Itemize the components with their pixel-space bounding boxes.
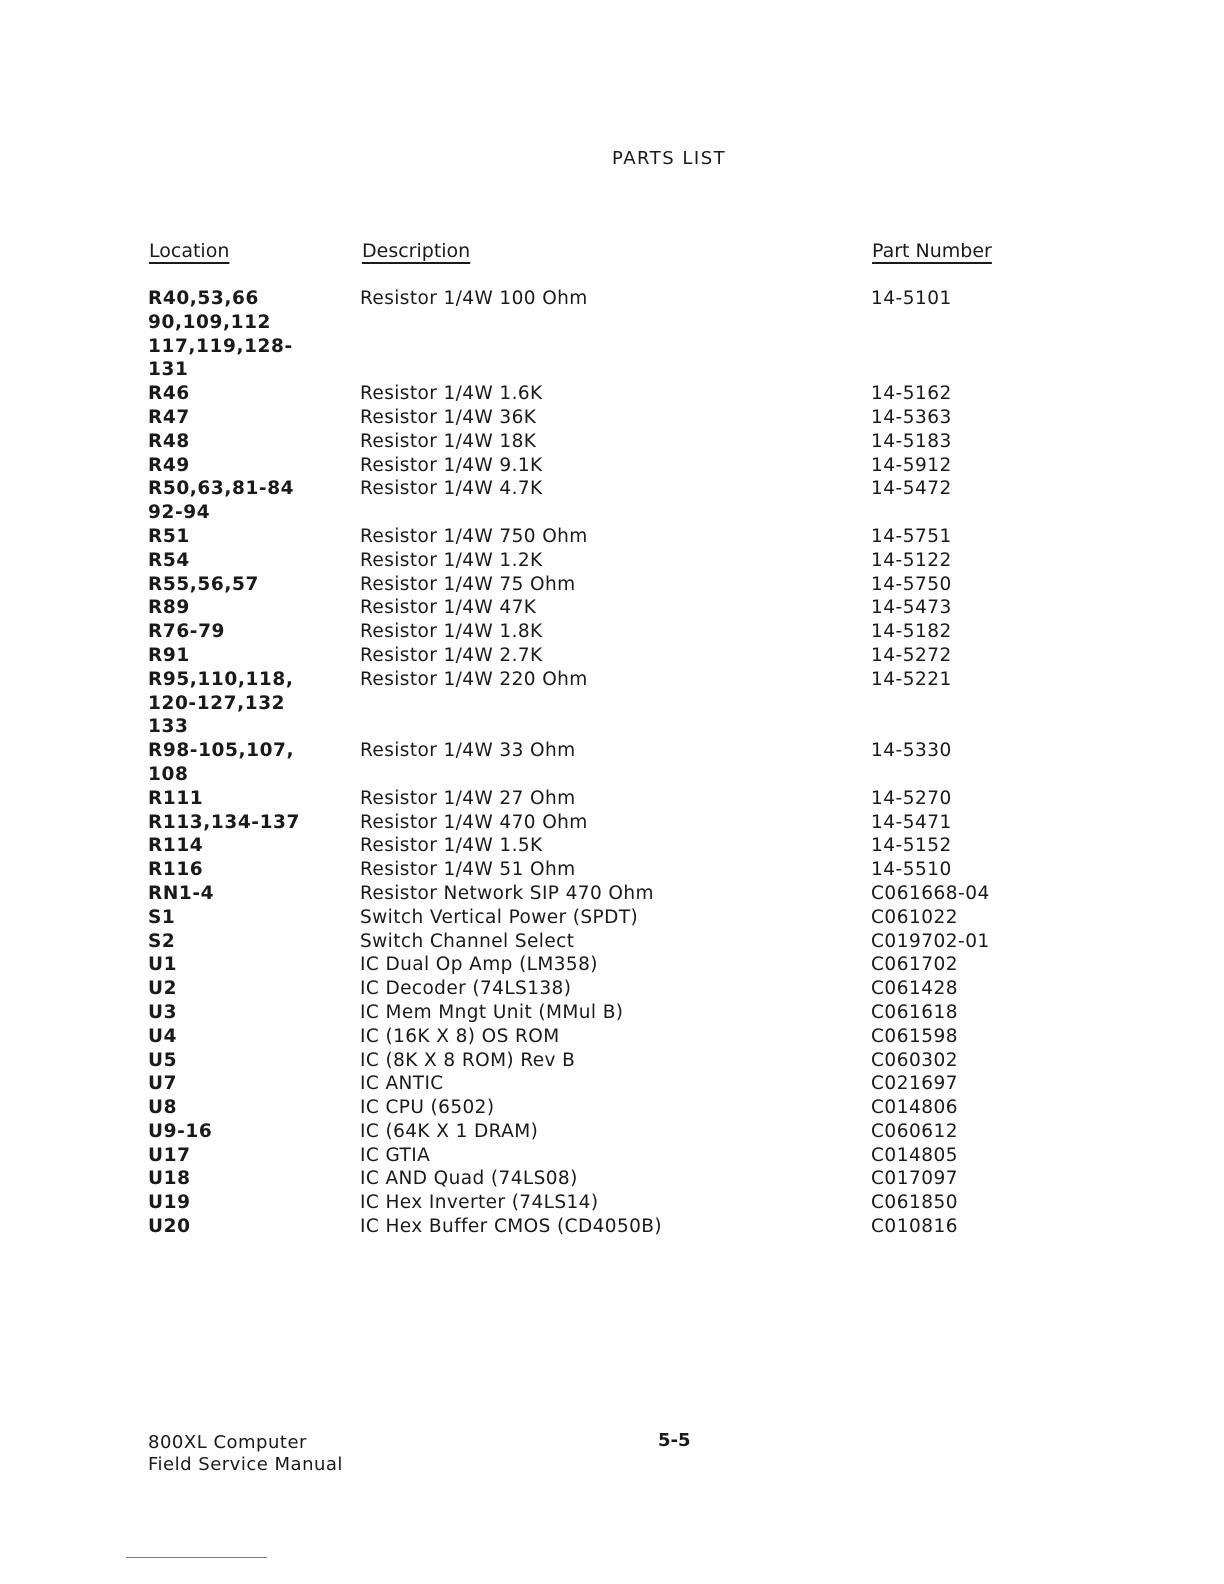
table-row xyxy=(0,287,1224,382)
part-number-cell: C014806 xyxy=(871,1097,959,1119)
location-line: U4 xyxy=(148,1025,178,1047)
part-number-cell: 14-5221 xyxy=(871,668,952,690)
table-row xyxy=(0,882,1224,906)
description-cell: Switch Vertical Power (SPDT) xyxy=(360,906,639,928)
location-line: U1 xyxy=(148,954,178,976)
part-number-cell: 14-5363 xyxy=(871,406,952,428)
part-number-cell: 14-5510 xyxy=(871,859,952,881)
description-cell: Resistor Network SIP 470 Ohm xyxy=(360,882,654,904)
part-number-cell: C021697 xyxy=(871,1073,959,1095)
location-line: U2 xyxy=(148,978,178,1000)
description-cell: Resistor 1/4W 220 Ohm xyxy=(360,668,588,690)
location-cell xyxy=(148,668,353,739)
location-line: U7 xyxy=(148,1073,178,1095)
part-number-cell: C061668-04 xyxy=(871,882,990,904)
location-line: 90,109,112 xyxy=(148,311,272,333)
location-cell xyxy=(148,620,353,644)
part-number-cell: 14-5182 xyxy=(871,621,952,643)
description-cell: Resistor 1/4W 1.2K xyxy=(360,549,543,571)
table-row xyxy=(0,930,1224,954)
column-header-description: Description xyxy=(362,240,471,262)
location-cell xyxy=(148,1144,353,1168)
description-cell: Resistor 1/4W 18K xyxy=(360,430,537,452)
location-cell xyxy=(148,811,353,835)
description-cell: Resistor 1/4W 36K xyxy=(360,406,537,428)
location-line: 133 xyxy=(148,716,189,738)
location-line: U17 xyxy=(148,1144,191,1166)
location-line: R113,134-137 xyxy=(148,811,301,833)
description-cell: Resistor 1/4W 1.5K xyxy=(360,835,543,857)
part-number-cell: 14-5750 xyxy=(871,573,952,595)
description-cell: Resistor 1/4W 2.7K xyxy=(360,644,543,666)
location-line: R54 xyxy=(148,549,190,571)
part-number-cell: C061850 xyxy=(871,1192,959,1214)
column-header-part-number: Part Number xyxy=(872,240,992,262)
part-number-cell: C019702-01 xyxy=(871,930,990,952)
part-number-cell: 14-5270 xyxy=(871,787,952,809)
location-line: R51 xyxy=(148,525,190,547)
description-cell: Resistor 1/4W 27 Ohm xyxy=(360,787,576,809)
footer-line-1: 800XL Computer xyxy=(148,1432,307,1453)
table-row xyxy=(0,1144,1224,1168)
table-header xyxy=(0,240,1224,270)
description-cell: Resistor 1/4W 51 Ohm xyxy=(360,859,576,881)
part-number-cell: C060612 xyxy=(871,1120,959,1142)
part-number-cell: C010816 xyxy=(871,1216,959,1238)
table-row xyxy=(0,1025,1224,1049)
location-cell xyxy=(148,1001,353,1025)
location-line: R50,63,81-84 xyxy=(148,478,295,500)
description-cell: IC AND Quad (74LS08) xyxy=(360,1168,578,1190)
location-line: U18 xyxy=(148,1168,191,1190)
part-number-cell: 14-5330 xyxy=(871,740,952,762)
table-row xyxy=(0,596,1224,620)
part-number-cell: 14-5162 xyxy=(871,383,952,405)
part-number-cell: 14-5912 xyxy=(871,454,952,476)
table-row xyxy=(0,1001,1224,1025)
location-line: U5 xyxy=(148,1049,178,1071)
part-number-cell: 14-5472 xyxy=(871,478,952,500)
parts-table xyxy=(0,287,1224,1239)
location-cell xyxy=(148,596,353,620)
table-row xyxy=(0,406,1224,430)
location-line: U3 xyxy=(148,1001,178,1023)
location-cell xyxy=(148,882,353,906)
location-line: R46 xyxy=(148,383,190,405)
part-number-cell: C060302 xyxy=(871,1049,959,1071)
location-cell xyxy=(148,525,353,549)
table-row xyxy=(0,1049,1224,1073)
footer-manual-title xyxy=(148,1432,343,1476)
location-cell xyxy=(148,906,353,930)
part-number-cell: 14-5183 xyxy=(871,430,952,452)
table-row xyxy=(0,953,1224,977)
location-line: S1 xyxy=(148,906,176,928)
bottom-rule xyxy=(126,1557,267,1558)
description-cell: IC (8K X 8 ROM) Rev B xyxy=(360,1049,576,1071)
location-line: 131 xyxy=(148,359,189,381)
location-line: R55,56,57 xyxy=(148,573,259,595)
location-line: 108 xyxy=(148,763,189,785)
location-cell xyxy=(148,834,353,858)
table-row xyxy=(0,858,1224,882)
table-row xyxy=(0,1191,1224,1215)
location-line: U19 xyxy=(148,1192,191,1214)
table-row xyxy=(0,477,1224,525)
part-number-cell: 14-5272 xyxy=(871,644,952,666)
location-cell xyxy=(148,930,353,954)
location-line: R49 xyxy=(148,454,190,476)
location-cell xyxy=(148,573,353,597)
table-row xyxy=(0,382,1224,406)
location-cell xyxy=(148,1120,353,1144)
location-cell xyxy=(148,1191,353,1215)
description-cell: Resistor 1/4W 1.8K xyxy=(360,621,543,643)
location-cell xyxy=(148,1167,353,1191)
location-line: U20 xyxy=(148,1216,191,1238)
table-row xyxy=(0,525,1224,549)
location-cell xyxy=(148,287,353,382)
table-row xyxy=(0,644,1224,668)
description-cell: IC (16K X 8) OS ROM xyxy=(360,1025,560,1047)
location-line: R40,53,66 xyxy=(148,288,259,309)
description-cell: Resistor 1/4W 100 Ohm xyxy=(360,288,588,309)
part-number-cell: C017097 xyxy=(871,1168,959,1190)
location-line: S2 xyxy=(148,930,176,952)
table-row xyxy=(0,787,1224,811)
table-row xyxy=(0,620,1224,644)
description-cell: IC Dual Op Amp (LM358) xyxy=(360,954,598,976)
table-row xyxy=(0,811,1224,835)
part-number-cell: 14-5101 xyxy=(871,288,952,309)
location-cell xyxy=(148,1096,353,1120)
location-cell xyxy=(148,430,353,454)
description-cell: Resistor 1/4W 75 Ohm xyxy=(360,573,576,595)
location-cell xyxy=(148,739,353,787)
description-cell: IC Decoder (74LS138) xyxy=(360,978,572,1000)
column-header-location: Location xyxy=(149,240,230,262)
location-line: 117,119,128- xyxy=(148,335,293,357)
part-number-cell: 14-5473 xyxy=(871,597,952,619)
description-cell: IC Hex Inverter (74LS14) xyxy=(360,1192,599,1214)
table-row xyxy=(0,1120,1224,1144)
table-row xyxy=(0,1215,1224,1239)
location-line: RN1-4 xyxy=(148,882,215,904)
location-cell xyxy=(148,1025,353,1049)
table-row xyxy=(0,573,1224,597)
location-line: R116 xyxy=(148,859,204,881)
part-number-cell: 14-5152 xyxy=(871,835,952,857)
page-title: PARTS LIST xyxy=(612,148,727,169)
location-cell xyxy=(148,477,353,525)
location-cell xyxy=(148,454,353,478)
table-row xyxy=(0,454,1224,478)
location-line: R98-105,107, xyxy=(148,740,295,762)
location-cell xyxy=(148,382,353,406)
part-number-cell: C061428 xyxy=(871,978,959,1000)
location-cell xyxy=(148,787,353,811)
location-line: R91 xyxy=(148,644,190,666)
part-number-cell: C014805 xyxy=(871,1144,959,1166)
location-line: R111 xyxy=(148,787,204,809)
description-cell: IC Mem Mngt Unit (MMul B) xyxy=(360,1001,624,1023)
location-line: R89 xyxy=(148,597,190,619)
table-row xyxy=(0,549,1224,573)
location-line: U9-16 xyxy=(148,1120,213,1142)
table-row xyxy=(0,906,1224,930)
location-cell xyxy=(148,953,353,977)
description-cell: Resistor 1/4W 1.6K xyxy=(360,383,543,405)
table-row xyxy=(0,834,1224,858)
footer-page-number: 5-5 xyxy=(658,1430,691,1451)
location-line: R95,110,118, xyxy=(148,668,294,690)
description-cell: Resistor 1/4W 9.1K xyxy=(360,454,543,476)
location-cell xyxy=(148,1215,353,1239)
description-cell: IC (64K X 1 DRAM) xyxy=(360,1120,539,1142)
table-row xyxy=(0,430,1224,454)
description-cell: Resistor 1/4W 4.7K xyxy=(360,478,543,500)
location-line: R48 xyxy=(148,430,190,452)
description-cell: Switch Channel Select xyxy=(360,930,575,952)
description-cell: Resistor 1/4W 33 Ohm xyxy=(360,740,576,762)
table-row xyxy=(0,739,1224,787)
description-cell: IC GTIA xyxy=(360,1144,431,1166)
description-cell: Resistor 1/4W 47K xyxy=(360,597,537,619)
description-cell: IC CPU (6502) xyxy=(360,1097,495,1119)
location-cell xyxy=(148,644,353,668)
description-cell: IC Hex Buffer CMOS (CD4050B) xyxy=(360,1216,662,1238)
part-number-cell: 14-5471 xyxy=(871,811,952,833)
location-line: R114 xyxy=(148,835,204,857)
part-number-cell: C061598 xyxy=(871,1025,959,1047)
description-cell: Resistor 1/4W 470 Ohm xyxy=(360,811,588,833)
description-cell: Resistor 1/4W 750 Ohm xyxy=(360,525,588,547)
part-number-cell: C061022 xyxy=(871,906,959,928)
table-row xyxy=(0,1167,1224,1191)
table-row xyxy=(0,668,1224,739)
location-line: R47 xyxy=(148,406,190,428)
location-cell xyxy=(148,1049,353,1073)
location-cell xyxy=(148,1072,353,1096)
location-line: U8 xyxy=(148,1097,178,1119)
table-row xyxy=(0,977,1224,1001)
description-cell: IC ANTIC xyxy=(360,1073,444,1095)
location-line: 92-94 xyxy=(148,502,211,524)
table-row xyxy=(0,1072,1224,1096)
location-cell xyxy=(148,549,353,573)
location-cell xyxy=(148,406,353,430)
part-number-cell: C061618 xyxy=(871,1001,959,1023)
table-row xyxy=(0,1096,1224,1120)
part-number-cell: 14-5751 xyxy=(871,525,952,547)
part-number-cell: C061702 xyxy=(871,954,959,976)
part-number-cell: 14-5122 xyxy=(871,549,952,571)
footer-line-2: Field Service Manual xyxy=(148,1454,343,1475)
location-line: 120-127,132 xyxy=(148,692,286,714)
location-line: R76-79 xyxy=(148,621,226,643)
location-cell xyxy=(148,858,353,882)
location-cell xyxy=(148,977,353,1001)
